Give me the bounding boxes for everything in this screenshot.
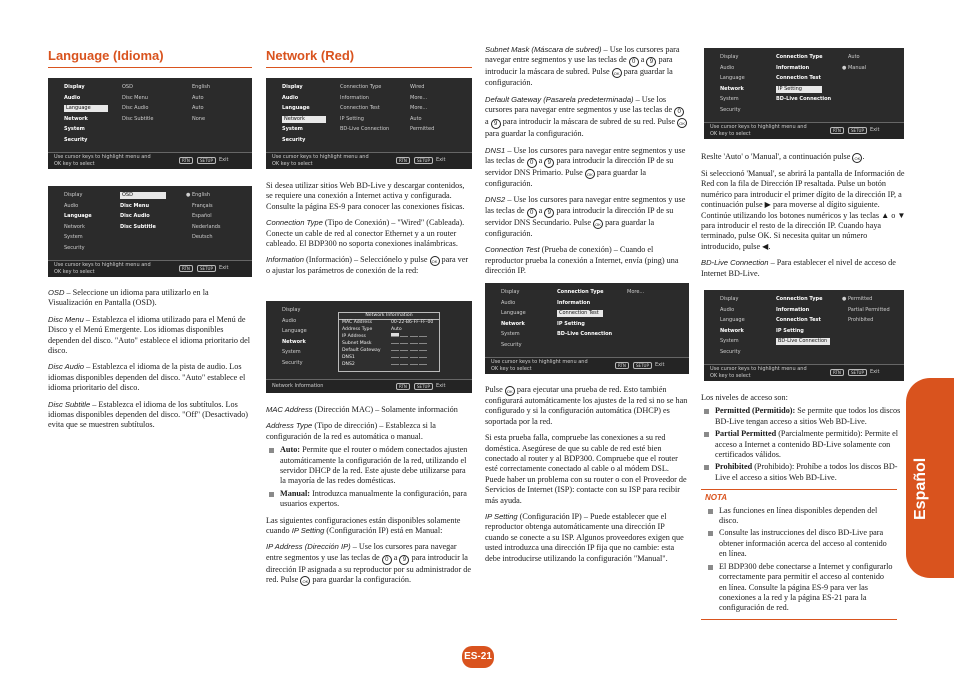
key-9-icon: 9 [544,158,554,168]
menu-item: Security [501,341,522,348]
exit-label: Exit [655,362,665,368]
menu-item: Display [720,54,739,60]
paragraph: IP Setting (Configuración IP) – Puede establecer que el reproductor obtenga automáticamente una dirección IP cuando se conecte a su ISP. Algunos proveedores exigen que usted introduzca una dirección IP fija que no cambie: esta debe introducirse utilizando la configuración "Manual". [485,512,684,563]
footer-hint: OK key to select [54,269,95,275]
paragraph: OSD – Seleccione un idioma para utilizarlo en la Visualización en Pantalla (OSD). [48,288,209,308]
screen-footer [48,152,252,169]
option-value: Español [192,213,212,220]
menu-item: Audio [282,317,297,324]
key-9-icon: 9 [544,208,554,218]
info-dialog [338,312,440,372]
paragraph: Information (Información) – Selecciónelo y pulse OK para ver o ajustar los parámetros de conexión de la red: [266,255,469,276]
option-selected: Connection Test [557,308,612,319]
network-menu-screen [266,78,472,169]
menu-item-selected: Network [282,114,326,125]
rtn-button: RTN [179,157,193,164]
screen-footer [485,357,689,374]
paragraph: Reslte 'Auto' o 'Manual', a continuación pulse OK . [701,152,865,161]
dialog-title: Network Information [339,313,439,320]
menu-item: Language [720,317,745,324]
paragraph: Las siguientes configuraciones están disponibles solamente cuando IP Setting (Configuración IP) está en Manual: [266,515,461,536]
footer-hint: Use cursor keys to highlight menu and [710,366,807,372]
option-value: Nederlands [192,223,221,230]
option-value-selected: ● English [186,192,211,198]
rtn-button: RTN [396,383,410,390]
menu-mid-list [776,52,831,105]
footer-hint: Use cursor keys to highlight menu and [710,124,807,130]
menu-item: Network [720,327,744,334]
ip-setting-screen [704,48,904,139]
menu-item: Language [501,310,526,317]
paragraph: IP Address (Dirección IP) – Use los cursores para navegar entre segmentos y use las teclas de 0 a 9 para introducir la dirección IP asignada a su reproductor por su administrador de red. Pulse OK para guardar la configuración. [266,542,472,585]
footer-hint: OK key to select [54,161,95,167]
option-value: Prohibited [848,317,874,324]
menu-item: Display [501,289,520,295]
ok-key-icon: OK [593,219,603,229]
key-0-icon: 0 [382,555,392,565]
access-levels-text [701,393,907,620]
menu-mid-list [557,287,612,340]
key-9-icon: 9 [399,555,409,565]
setup-button: SETUP [197,157,216,164]
option-value: Français [192,202,213,209]
radio-dot-icon: ● [186,192,191,198]
option-label: Information [340,94,369,101]
option-label: BD-Live Connection [557,331,613,338]
menu-item: Language [282,105,310,112]
info-values [391,319,433,368]
paragraph: Disc Menu – Establezca el idioma utilizado para el Menú de Disco y el Menú Emergente. Los idiomas disponibles dependen del disco. "Auto" establece el idioma prioritario del disco. [48,314,250,356]
exit-label: Exit [436,157,446,163]
option-label: Disc Subtitle [120,223,156,230]
option-label: Connection Test [340,105,380,112]
note-item: Consulte las instrucciones del disco BD-Live para obtener información acerca del acceso al contenido en línea. [705,528,893,559]
ok-key-icon: OK [612,68,622,78]
menu-item: Security [282,136,306,143]
menu-item: Display [282,84,303,90]
language-heading: Language (Idioma) [48,48,252,68]
option-value: Auto [848,54,860,60]
section-heading [266,48,472,68]
menu-right-list [842,294,890,326]
option-value-selected: ● Permitted [842,296,873,302]
paragraph: Subnet Mask (Máscara de subred) – Use los cursores para navegar entre segmentos y use las teclas de 0 a 9 para introducir la máscara de subred. Pulse OK para guardar la configuración. [485,45,680,88]
paragraph: Los niveles de acceso son: [701,393,788,402]
radio-dot-icon: ● [842,296,847,302]
menu-item: Audio [720,306,735,313]
list-item: Partial Permitted (Parcialmente permitido): Permite el acceso a Internet a contenido BD-Live solamente con certificados válidos. [701,429,907,460]
option-value: More... [410,94,428,101]
menu-item: Display [282,307,301,313]
exit-label: Exit [870,127,880,133]
exit-label: Exit [219,157,229,163]
option-value: Auto [192,94,204,101]
screen-footer [266,152,472,169]
setup-button: SETUP [633,362,652,369]
language-text [48,288,254,437]
option-label: Disc Audio [120,213,150,220]
menu-item: Audio [64,94,81,101]
menu-mid-list [120,190,166,232]
ok-key-icon: OK [300,576,310,586]
menu-right-list [192,82,210,124]
key-0-icon: 0 [527,208,537,218]
setup-button: SETUP [848,127,867,134]
option-label: Disc Subtitle [122,115,154,122]
rtn-button: RTN [830,369,844,376]
screen-footer [704,364,904,381]
option-label: Disc Menu [122,94,148,101]
option-value: Auto [192,105,204,112]
network-information-screen [266,301,472,393]
option-label: Disc Audio [122,105,149,112]
setup-button: SETUP [414,383,433,390]
menu-left-list [282,305,307,369]
ok-key-icon: OK [505,386,515,396]
ok-key-icon: OK [585,169,595,179]
key-0-icon: 0 [674,107,684,117]
list-item: Prohibited (Prohibido): Prohíbe a todos los discos BD-Live el acceso a sitios Web BD-Live. [701,462,907,483]
option-label: IP Setting [340,115,364,122]
option-label: IP Setting [776,327,804,334]
paragraph: Disc Audio – Establezca el idioma de la pista de audio. Los idiomas disponibles dependen del disco. "Auto" establece el idioma prioritario del disco. [48,362,246,393]
note-list [705,506,893,614]
network-heading: Network (Red) [266,48,472,68]
menu-item: System [720,338,739,345]
info-label: Subnet Mask [342,341,372,346]
menu-item: Security [720,348,741,355]
menu-item: Display [64,84,85,90]
menu-mid-list [122,82,153,124]
info-label: IP Address [342,334,366,339]
menu-item: Display [64,192,83,198]
menu-left-list [501,287,526,351]
option-selected: IP Setting [776,84,831,95]
screen-footer [48,260,252,277]
option-value: More... [627,289,645,295]
option-value: Permitted [410,126,435,133]
rtn-button: RTN [830,127,844,134]
menu-item: System [64,126,85,133]
ip-field [391,354,433,361]
screen-footer [704,122,904,139]
paragraph: Address Type (Tipo de dirección) – Establezca si la configuración de la red es automática o manual. [266,421,436,441]
key-0-icon: 0 [629,57,639,67]
menu-mid-list [776,294,830,347]
rtn-button: RTN [615,362,629,369]
key-9-icon: 9 [646,57,656,67]
key-0-icon: 0 [527,158,537,168]
option-label: Information [776,306,810,313]
exit-label: Exit [870,369,880,375]
connection-test-text [485,385,689,570]
info-label: MAC Address [342,320,372,325]
list-item: Permitted (Permitido): Se permite que todos los discos BD-Live tengan acceso a sitios Web BD-Live. [701,406,907,427]
menu-item: Security [64,244,85,251]
footer-hint: Use cursor keys to highlight menu and [272,154,369,160]
menu-item: Network [501,320,525,327]
option-label: Information [557,299,591,306]
paragraph: DNS2 – Use los cursores para navegar entre segmentos y use las teclas de 0 a 9 para introducir la dirección IP de su servidor DNS Secundario. Pulse OK para guardar la configuración. [485,195,686,238]
setup-button: SETUP [197,265,216,272]
option-label: Connection Test [776,317,821,324]
note-item: Las funciones en línea disponibles dependen del disco. [705,506,893,527]
network-intro-text [266,181,472,283]
connection-test-screen [485,283,689,374]
option-label: Information [776,64,810,71]
option-label: Connection Type [776,296,823,302]
menu-left-list [720,52,745,116]
menu-item: Audio [64,202,79,209]
section-heading [48,48,252,68]
menu-right-list [842,52,866,73]
menu-item: System [720,96,739,103]
option-selected: OSD [120,190,166,201]
info-label: DNS1 [342,355,355,360]
menu-item: Network [64,115,88,122]
footer-hint: OK key to select [710,131,751,137]
note-title: NOTA [705,493,728,503]
paragraph: MAC Address (Dirección MAC) – Solamente información [266,405,458,414]
language-side-tab [906,378,954,578]
option-value: More... [410,105,428,112]
option-label: OSD [122,84,133,90]
ok-key-icon: OK [677,118,687,128]
exit-label: Exit [436,383,446,389]
paragraph: Si desea utilizar sitios Web BD-Live y descargar contenidos, se requiere una conexión a Internet activa y configurada. Consulte la página ES-9 para conocer las conexiones físicas. [266,181,465,211]
screen-footer [266,379,472,393]
ok-key-icon: OK [852,153,862,163]
paragraph: Connection Type (Tipo de Conexión) – "Wired" (Cableada). Conecte un cable de red al conector Ethernet y a un router cableado. El BDP300 no soporta conexiones inalámbricas. [266,218,465,249]
menu-item: Network [282,338,306,345]
paragraph: BD-Live Connection – Para establecer el nivel de acceso de Internet BD-Live. [701,258,896,278]
radio-dot-icon: ● [842,64,847,71]
footer-hint: OK key to select [710,373,751,379]
side-tab-label: Español [912,457,929,520]
option-label: Connection Type [776,54,823,60]
ip-field-selected [391,333,433,340]
menu-item: System [282,126,303,133]
option-value: English [192,84,211,90]
footer-hint: Network Information [272,383,324,389]
option-label: Connection Type [340,84,382,90]
setup-button: SETUP [848,369,867,376]
setup-button: SETUP [414,157,433,164]
language-osd-screen [48,186,252,277]
ip-field [391,347,433,354]
network-settings-text [485,45,689,282]
footer-hint: Use cursor keys to highlight menu and [54,262,151,268]
note-box [701,489,897,619]
exit-label: Exit [219,265,229,271]
menu-item: Audio [282,94,299,101]
option-value: Auto [410,115,422,122]
info-label: Address Type [342,327,373,332]
option-label: Disc Menu [120,202,150,209]
info-label: DNS2 [342,362,355,367]
option-value: Partial Permitted [848,306,890,313]
menu-left-list [720,294,745,358]
ip-field [391,340,433,347]
footer-hint: OK key to select [272,161,313,167]
address-type-list [266,445,472,509]
language-options [186,190,221,243]
paragraph: Pulse OK para ejecutar una prueba de red. Esto también configurará automáticamente los ajustes de la red si no se han configurado y si la configuración automática (DHCP) es soportada por la red. [485,385,688,426]
key-9-icon: 9 [491,119,501,129]
network-details-text [266,405,472,592]
menu-left-list [64,82,108,146]
option-label: BD-Live Connection [776,96,832,103]
access-level-list [701,406,907,483]
option-label: Connection Type [557,289,604,295]
menu-item: System [64,234,83,241]
menu-item: Language [64,213,92,220]
option-label: IP Setting [557,320,585,327]
paragraph: Si seleccionó 'Manual', se abrirá la pantalla de Información de Red con la fila de Dirección IP resaltada. Pulse un botón numérico para introducir el primer dígito de la dirección IP, a continuación pulse ▶ para moverse al dígito siguiente. Continúe utilizando los botones numéricos y las teclas ▲ o ▼ para introducir el resto de la dirección IP. Cuando haya terminado, pulse OK. Si necesita quitar un número introducido, pulse ◀. [701,169,906,251]
rtn-button: RTN [179,265,193,272]
menu-left-list [282,82,326,146]
list-item: Manual: Introduzca manualmente la configuración, para usuarios expertos. [266,489,472,510]
menu-left-list [64,190,92,254]
option-value: Wired [410,84,425,90]
page-number: ES-21 [462,646,494,668]
menu-item: Audio [720,64,735,71]
menu-item: Security [64,136,88,143]
info-labels [342,319,381,368]
option-value: None [192,115,206,122]
option-selected: BD-Live Connection [776,336,830,347]
ip-manual-text [701,152,907,285]
address-type-value: Auto [391,327,402,332]
footer-hint: Use cursor keys to highlight menu and [54,154,151,160]
rtn-button: RTN [396,157,410,164]
menu-item: System [501,331,520,338]
ok-key-icon: OK [430,256,440,266]
menu-item: Network [64,223,85,230]
menu-item: Network [720,85,744,92]
menu-item: Audio [501,299,516,306]
footer-hint: OK key to select [491,366,532,372]
info-label: Default Gateway [342,348,381,353]
paragraph: Disc Subtitle – Establezca el idioma de los subtítulos. Los idiomas disponibles dependen del disco. "Off" (Desactivado) evita que se muestren subtítulos. [48,399,249,430]
option-value: Deutsch [192,234,213,241]
paragraph: Connection Test (Prueba de conexión) – Cuando el reproductor prueba la conexión a Internet, envía (ping) una dirección IP. [485,245,679,276]
footer-hint: Use cursor keys to highlight menu and [491,359,588,365]
menu-right-list [410,82,434,135]
menu-item: Display [720,296,739,302]
menu-item: Language [720,75,745,82]
option-value-selected: ● Manual [842,64,867,71]
menu-right-list [627,287,644,298]
menu-item: Security [720,106,741,113]
menu-item-selected: Language [64,103,108,114]
menu-item: Language [282,328,307,335]
list-item: Auto: Permite que el router o módem conectados ajusten automáticamente la configuración de la red, utilizando el servidor DHCP de la red. Este ajuste debe utilizarse para la mayoría de las redes domésticas. [266,445,472,487]
option-label: BD-Live Connection [340,126,390,133]
paragraph: Si esta prueba falla, compruebe las conexiones a su red doméstica. Asegúrese de que su cable de red esté bien conectado al router y al BDP300. Compruebe que el router esté correctamente conectado al cable o al módem DSL. Puede haber un problema con su router o con el Proveedor de Servicios de Internet (ISP): contacte con su ISP para recibir más ayuda. [485,433,687,505]
bdlive-connection-screen [704,290,904,381]
ip-field [391,361,433,368]
mac-value: 00-22-B6-FF-FF-00 [391,320,434,325]
paragraph: DNS1 – Use los cursores para navegar entre segmentos y use las teclas de 0 a 9 para introducir la dirección IP de su servidor DNS Primario. Pulse OK para guardar la configuración. [485,145,686,189]
paragraph: Default Gateway (Pasarela predeterminada) – Use los cursores para navegar entre segmentos y use las teclas de 0 a 9 para introducir la máscara de subred de su red. Pulse OK para guardar la configuración. [485,95,689,140]
menu-item: Security [282,359,303,366]
note-item: El BDP300 debe conectarse a Internet y configurarlo correctamente para permitir el acceso al contenido en línea. Consulte la página ES-9 para ver las conexiones a la red y la página ES-21 para la configuración de red. [705,562,893,614]
menu-item: System [282,349,301,356]
language-menu-screen [48,78,252,169]
option-label: Connection Test [776,75,821,82]
menu-mid-list [340,82,389,135]
